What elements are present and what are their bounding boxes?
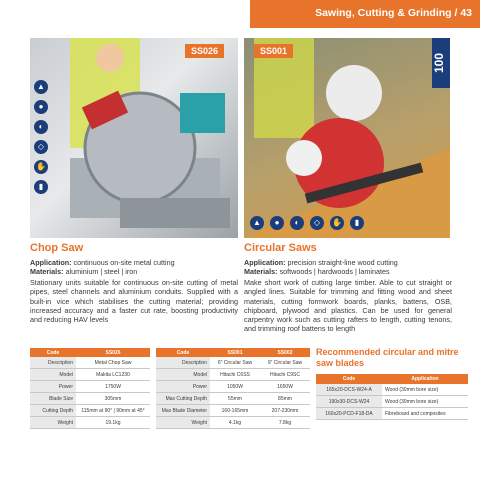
- table-row: [156, 405, 310, 417]
- table-header: Code: [30, 348, 76, 357]
- table-cell: Power: [30, 381, 76, 393]
- table-cell: Wood (30mm bore size): [382, 396, 468, 408]
- table-cell: 207-230mm: [260, 405, 310, 417]
- circular-saws-application: [244, 258, 452, 267]
- ear-protection-icon: ◐: [290, 216, 304, 230]
- table-cell: Hitachi C9SC: [260, 369, 310, 381]
- table-cell: 1650W: [260, 381, 310, 393]
- application-value: continuous on-site metal cutting: [73, 258, 175, 267]
- materials-value: aluminium | steel | iron: [65, 267, 138, 276]
- circular-saw-illustration: [244, 38, 450, 238]
- table-cell: Description: [156, 357, 210, 369]
- table-row: [156, 357, 310, 369]
- table-cell: Max Blade Diameter: [156, 405, 210, 417]
- recommended-blades-table: [316, 374, 468, 420]
- table-row: [156, 381, 310, 393]
- table-row: [30, 357, 150, 369]
- materials-value: softwoods | hardwoods | laminates: [279, 267, 390, 276]
- table-cell: Cutting Depth: [30, 405, 76, 417]
- table-header: SS001: [210, 348, 260, 357]
- recommended-blades-title: Recommended circular and mitre saw blades: [316, 347, 459, 368]
- ear-protection-icon: ◐: [34, 120, 48, 134]
- table-row: [156, 417, 310, 429]
- product-code-tag: SS026: [185, 44, 224, 58]
- chop-saw-spec-table: [30, 348, 150, 429]
- table-cell: 165x20-DCS-W24-A: [316, 384, 382, 396]
- mask-icon: ◇: [310, 216, 324, 230]
- table-cell: 9" Circular Saw: [260, 357, 310, 369]
- circular-saws-materials: [244, 267, 452, 276]
- circular-saw-photo: [244, 38, 450, 238]
- chop-saw-photo: [30, 38, 238, 238]
- materials-label: Materials:: [244, 267, 278, 276]
- chop-saw-description: Stationary units suitable for continuous on-site cutting of metal pipes, steel channels and aluminium conduits. Supplied with a built-in vice which stabilises the cutting material; providing increased accuracy and a faster cut rate, boosting productivity and reducing HAV levels: [30, 278, 238, 325]
- table-row: [30, 381, 150, 393]
- ppe-icon-column: [32, 80, 50, 200]
- chop-saw-materials: [30, 267, 238, 276]
- table-cell: Fibreboard and composites: [382, 408, 468, 420]
- circular-saws-description: Make short work of cutting large timber. Able to cut straight or angled lines. Suitable for trimming and fitting wood and sheet materials, cutting formwork boards, planks, battens, OSB, chipboard, plywood and plastics. Can be used for general carpentry work such as cutting rafters to length, cutting tenons, and trimming roof battens to length: [244, 278, 452, 334]
- chop-saw-illustration: [30, 38, 238, 238]
- mask-icon: ◇: [34, 140, 48, 154]
- table-cell: 19.1kg: [76, 417, 150, 429]
- table-cell: Power: [156, 381, 210, 393]
- page-header: Sawing, Cutting & Grinding / 43: [315, 7, 472, 19]
- table-header: Code: [156, 348, 210, 357]
- chop-saw-application: [30, 258, 238, 267]
- table-cell: Description: [30, 357, 76, 369]
- chop-saw-title: Chop Saw: [30, 242, 84, 254]
- goggles-icon: ●: [270, 216, 284, 230]
- table-cell: Max Cutting Depth: [156, 393, 210, 405]
- table-header: SS026: [76, 348, 150, 357]
- table-cell: Hitachi C6SS: [210, 369, 260, 381]
- table-row: [316, 408, 468, 420]
- table-row: [30, 393, 150, 405]
- boots-icon: ▮: [350, 216, 364, 230]
- table-row: [156, 369, 310, 381]
- table-cell: 55mm: [210, 393, 260, 405]
- ppe-icon-row: [250, 216, 364, 234]
- table-header-row: [30, 348, 150, 357]
- table-cell: Model: [30, 369, 76, 381]
- application-label: Application:: [30, 258, 72, 267]
- table-cell: Weight: [156, 417, 210, 429]
- table-cell: 4.1kg: [210, 417, 260, 429]
- table-row: [316, 396, 468, 408]
- product-code-tag: SS001: [254, 44, 293, 58]
- badge-100: 100: [432, 38, 450, 88]
- table-cell: 1050W: [210, 381, 260, 393]
- table-header: SS002: [260, 348, 310, 357]
- table-row: [316, 384, 468, 396]
- application-label: Application:: [244, 258, 286, 267]
- table-cell: Model: [156, 369, 210, 381]
- materials-label: Materials:: [30, 267, 64, 276]
- table-cell: 1750W: [76, 381, 150, 393]
- table-cell: Makita LC1230: [76, 369, 150, 381]
- circular-saws-spec-table: [156, 348, 310, 429]
- table-header-row: [156, 348, 310, 357]
- hard-hat-icon: ▲: [34, 80, 48, 94]
- boots-icon: ▮: [34, 180, 48, 194]
- gloves-icon: ✋: [34, 160, 48, 174]
- table-row: [30, 369, 150, 381]
- table-row: [156, 393, 310, 405]
- table-row: [30, 405, 150, 417]
- hard-hat-icon: ▲: [250, 216, 264, 230]
- table-cell: 7.8kg: [260, 417, 310, 429]
- table-header-row: [316, 374, 468, 384]
- table-cell: 85mm: [260, 393, 310, 405]
- table-cell: 160-165mm: [210, 405, 260, 417]
- table-cell: Metal Chop Saw: [76, 357, 150, 369]
- table-cell: 115mm at 90° | 90mm at 45°: [76, 405, 150, 417]
- goggles-icon: ●: [34, 100, 48, 114]
- application-value: precision straight-line wood cutting: [287, 258, 398, 267]
- header-bar: [250, 0, 480, 28]
- table-cell: 305mm: [76, 393, 150, 405]
- table-cell: Weight: [30, 417, 76, 429]
- table-cell: Blade Size: [30, 393, 76, 405]
- table-cell: 6" Circular Saw: [210, 357, 260, 369]
- table-cell: 190x30-DCS-W24: [316, 396, 382, 408]
- table-header: Application: [382, 374, 468, 384]
- table-header: Code: [316, 374, 382, 384]
- table-cell: 160x20-PCD-F18-DA: [316, 408, 382, 420]
- table-row: [30, 417, 150, 429]
- circular-saws-title: Circular Saws: [244, 242, 317, 254]
- table-cell: Wood (30mm bore size): [382, 384, 468, 396]
- gloves-icon: ✋: [330, 216, 344, 230]
